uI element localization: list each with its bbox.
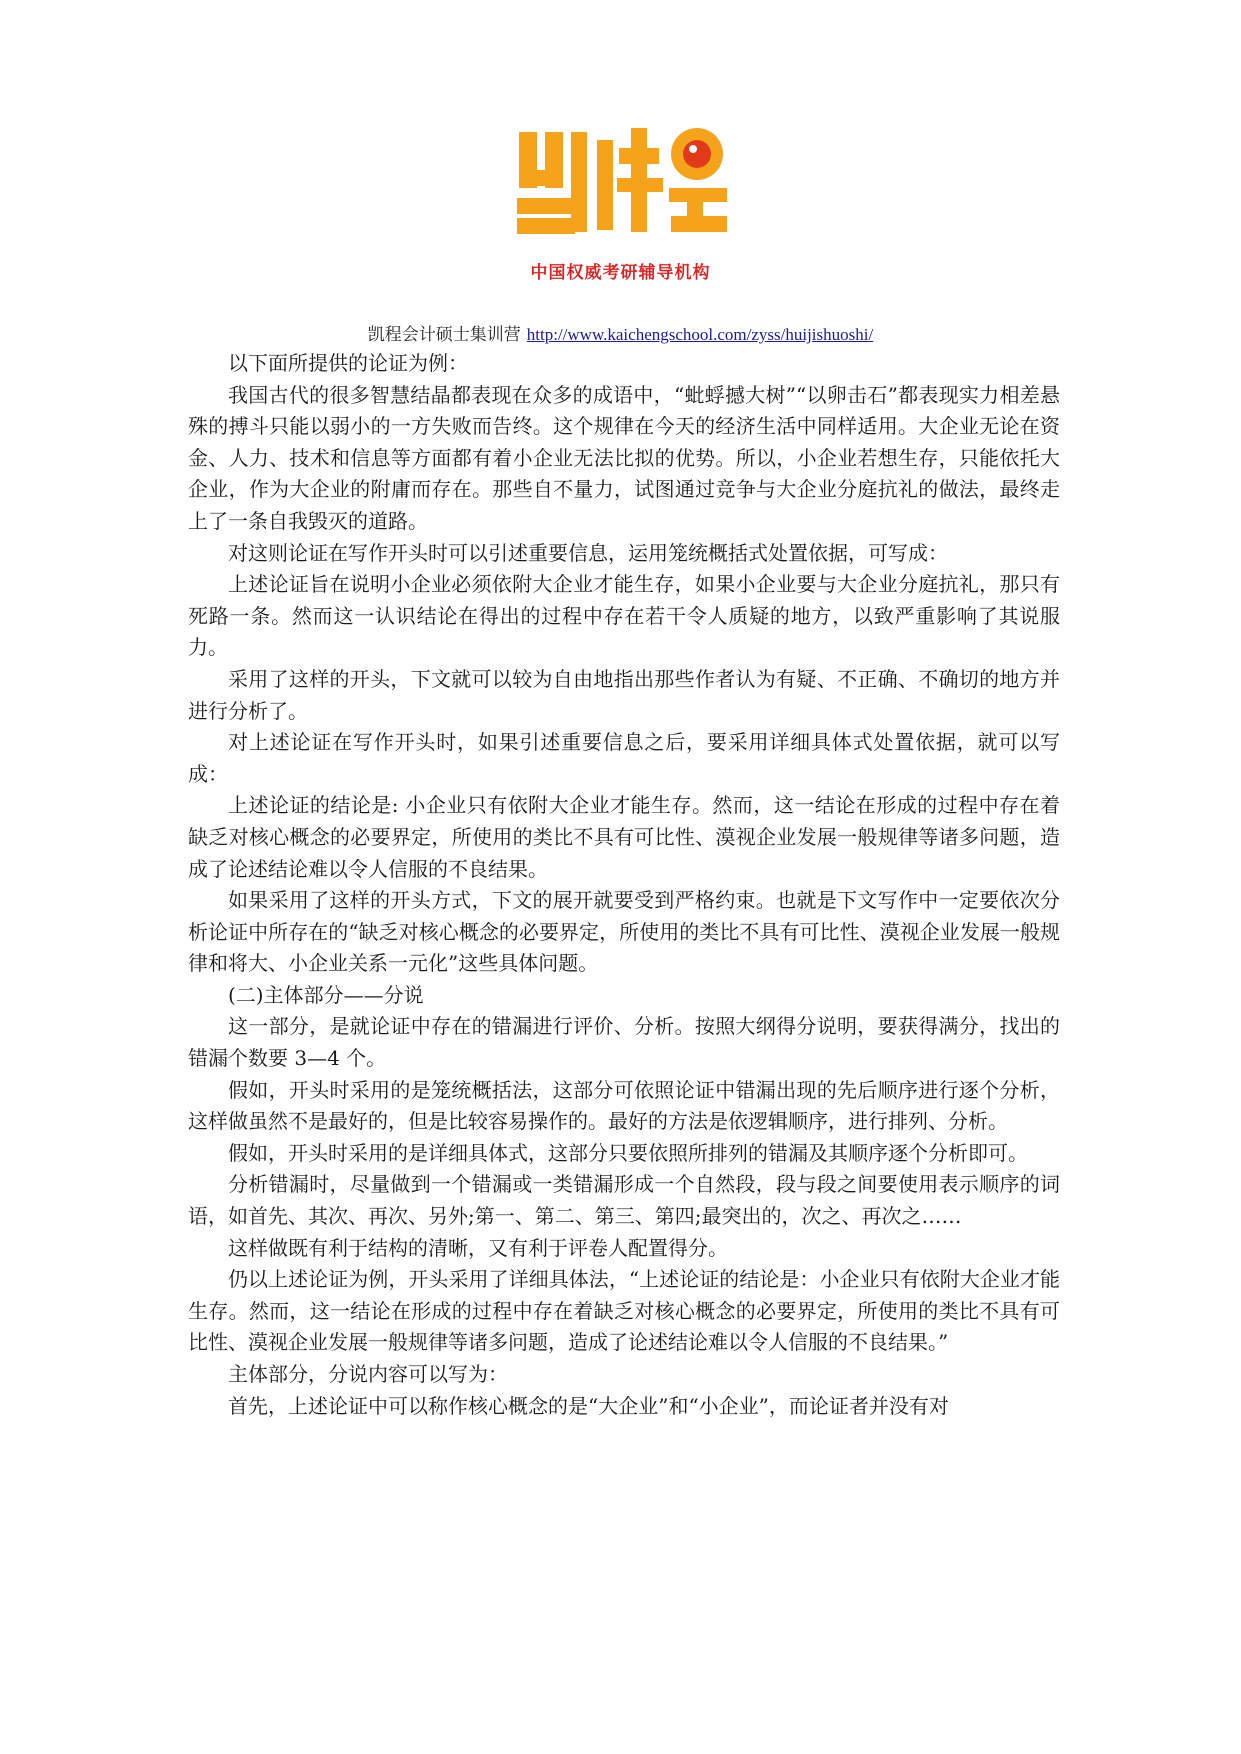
logo-area: [0, 118, 1241, 248]
paragraph: 上述论证旨在说明小企业必须依附大企业才能生存，如果小企业要与大企业分庭抗礼，那只有死路一条。然而这一认识结论在得出的过程中存在若干令人质疑的地方，以致严重影响了其说服力。: [188, 572, 1060, 660]
paragraph: 分析错漏时，尽量做到一个错漏或一类错漏形成一个自然段，段与段之间要使用表示顺序的词语，如首先、其次、再次、另外;第一、第二、第三、第四;最突出的，次之、再次之……: [188, 1172, 1060, 1229]
paragraph: 对这则论证在写作开头时可以引述重要信息，运用笼统概括式处置依据，可写成：: [228, 540, 948, 565]
paragraph: 假如，开头时采用的是详细具体式，这部分只要依照所排列的错漏及其顺序逐个分析即可。: [228, 1140, 1028, 1165]
source-label: 凯程会计硕士集训营: [367, 325, 521, 345]
paragraph: 对上述论证在写作开头时，如果引述重要信息之后，要采用详细具体式处置依据，就可以写成：: [188, 730, 1060, 786]
source-link[interactable]: http://www.kaichengschool.com/zyss/huijishuoshi/: [526, 325, 874, 344]
paragraph: 仍以上述论证为例，开头采用了详细具体法，“上述论证的结论是：小企业只有依附大企业才能生存。然而，这一结论在形成的过程中存在着缺乏对核心概念的必要界定，所使用的类比不具有可比性、漠视企业发展一般规律等诸多问题，造成了论述结论难以令人信服的不良结果。”: [188, 1267, 1060, 1355]
paragraph: 主体部分，分说内容可以写为：: [228, 1362, 508, 1386]
section-heading: (二)主体部分——分说: [228, 982, 424, 1007]
paragraph: 这样做既有利于结构的清晰，又有利于评卷人配置得分。: [228, 1235, 728, 1260]
paragraph: 上述论证的结论是: 小企业只有依附大企业才能生存。然而，这一结论在形成的过程中存在着缺乏对核心概念的必要界定，所使用的类比不具有可比性、漠视企业发展一般规律等诸多问题，造成了论述结论难以令人信服的不良结果。: [188, 793, 1060, 881]
paragraph: 假如，开头时采用的是笼统概括法，这部分可依照论证中错漏出现的先后顺序进行逐个分析，这样做虽然不是最好的，但是比较容易操作的。最好的方法是依逻辑顺序，进行排列、分析。: [188, 1077, 1060, 1134]
paragraph: 首先，上述论证中可以称作核心概念的是“大企业”和“小企业”，而论证者并没有对: [228, 1393, 949, 1418]
paragraph: 采用了这样的开头，下文就可以较为自由地指出那些作者认为有疑、不正确、不确切的地方并进行分析了。: [188, 666, 1060, 723]
paragraph: 我国古代的很多智慧结晶都表现在众多的成语中，“蚍蜉撼大树”“以卵击石”都表现实力相差悬殊的搏斗只能以弱小的一方失败而告终。这个规律在今天的经济生活中同样适用。大企业无论在资金、人力、技术和信息等方面都有着小企业无法比拟的优势。所以，小企业若想生存，只能依托大企业，作为大企业的附庸而存在。那些自不量力，试图通过竞争与大企业分庭抗礼的做法，最终走上了一条自我毁灭的道路。: [188, 382, 1060, 533]
document-body: [188, 348, 1060, 1422]
paragraph: 这一部分，是就论证中存在的错漏进行评价、分析。按照大纲得分说明，要获得满分，找出的错漏个数要 3—4 个。: [188, 1014, 1060, 1071]
paragraph: 如果采用了这样的开头方式，下文的展开就要受到严格约束。也就是下文写作中一定要依次分析论证中所存在的“缺乏对核心概念的必要界定，所使用的类比不具有可比性、漠视企业发展一般规律和将大、小企业关系一元化”这些具体问题。: [188, 888, 1060, 976]
source-line: [0, 320, 1241, 345]
paragraph: 以下面所提供的论证为例：: [228, 351, 468, 375]
slogan: 中国权威考研辅导机构: [530, 263, 711, 283]
kaicheng-logo: [511, 118, 731, 248]
